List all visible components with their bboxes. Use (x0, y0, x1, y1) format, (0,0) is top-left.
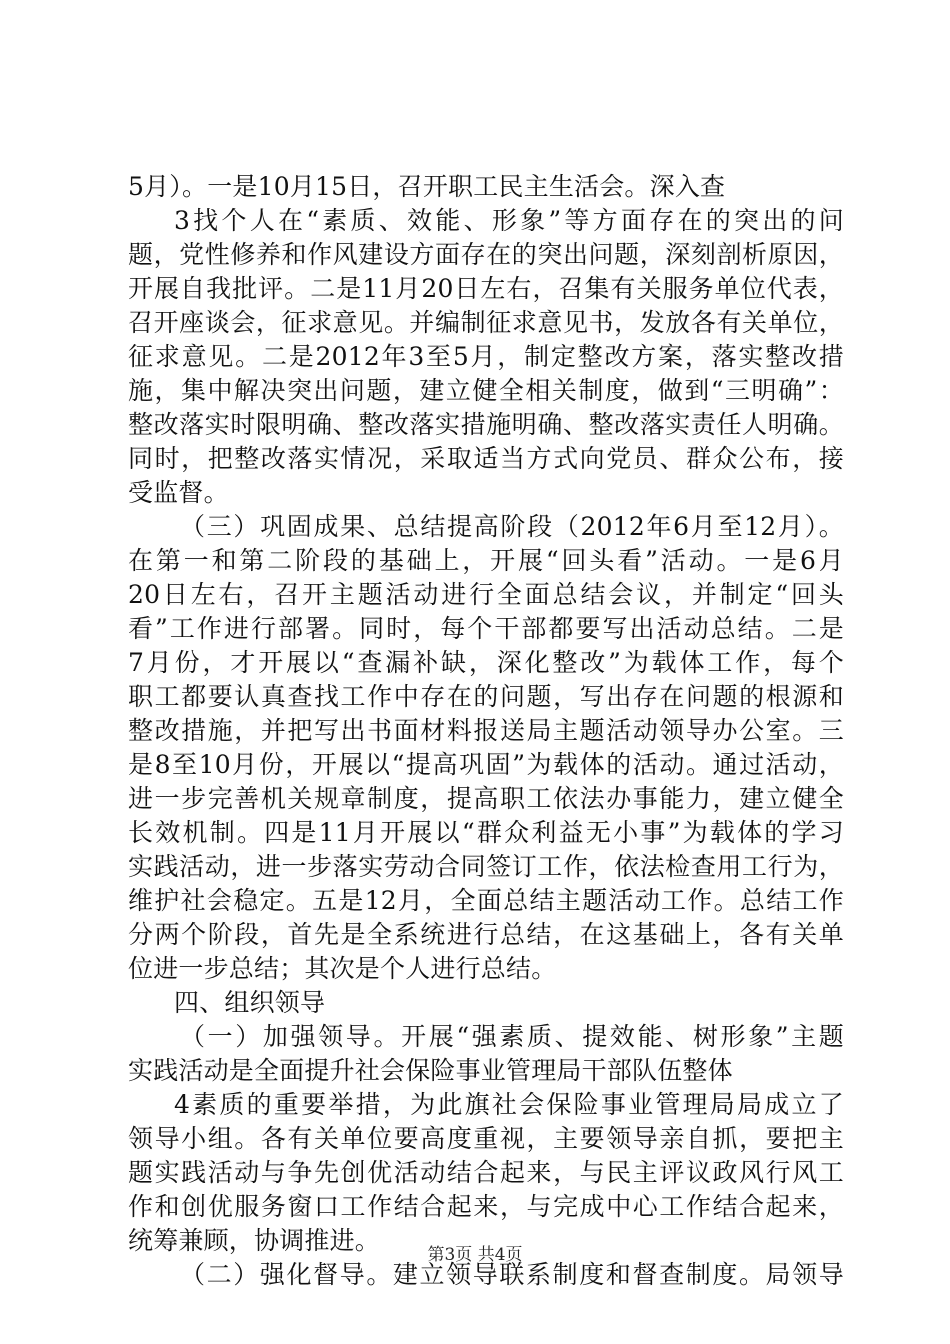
text-line: 实践活动是全面提升社会保险事业管理局干部队伍整体 (128, 1056, 733, 1085)
text-line: 长效机制。四是11月开展以“群众利益无小事”为载体的学习 (128, 818, 844, 847)
text-line: 实践活动，进一步落实劳动合同签订工作，依法检查用工行为， (128, 852, 844, 881)
text-line: 4素质的重要举措，为此旗社会保险事业管理局局成立了 (174, 1090, 844, 1119)
text-line: 进一步完善机关规章制度，提高职工依法办事能力，建立健全 (128, 784, 844, 813)
text-line: 受监督。 (128, 478, 229, 507)
text-line: 题，党性修养和作风建设方面存在的突出问题，深刻剖析原因， (128, 240, 844, 269)
page-footer: 第3页 共4页 (427, 1245, 523, 1265)
text-line: 在第一和第二阶段的基础上，开展“回头看”活动。一是6月 (128, 546, 844, 575)
text-line: 20日左右，召开主题活动进行全面总结会议，并制定“回头 (128, 580, 844, 609)
text-line: 施，集中解决突出问题，建立健全相关制度，做到“三明确”： (128, 376, 844, 405)
text-line: 作和创优服务窗口工作结合起来，与完成中心工作结合起来， (128, 1192, 844, 1221)
text-line: 7月份，才开展以“查漏补缺，深化整改”为载体工作，每个 (128, 648, 844, 677)
text-line: （二）强化督导。建立领导联系制度和督查制度。局领导 (180, 1260, 844, 1289)
text-line: 职工都要认真查找工作中存在的问题，写出存在问题的根源和 (128, 682, 844, 711)
document-body (128, 170, 844, 1292)
text-line: 开展自我批评。二是11月20日左右，召集有关服务单位代表， (128, 274, 844, 303)
text-line: 3找个人在“素质、效能、形象”等方面存在的突出的问 (174, 206, 844, 235)
text-line: 同时，把整改落实情况，采取适当方式向党员、群众公布，接 (128, 444, 844, 473)
text-line: 看”工作进行部署。同时，每个干部都要写出活动总结。二是 (128, 614, 844, 643)
text-line: 召开座谈会，征求意见。并编制征求意见书，发放各有关单位， (128, 308, 844, 337)
text-line: 分两个阶段，首先是全系统进行总结，在这基础上，各有关单 (128, 920, 844, 949)
text-line: 维护社会稳定。五是12月，全面总结主题活动工作。总结工作 (128, 886, 844, 915)
text-line: 整改措施，并把写出书面材料报送局主题活动领导办公室。三 (128, 716, 844, 745)
text-line: （一）加强领导。开展“强素质、提效能、树形象”主题 (180, 1022, 844, 1051)
text-line: 题实践活动与争先创优活动结合起来，与民主评议政风行风工 (128, 1158, 844, 1187)
text-line: 位进一步总结；其次是个人进行总结。 (128, 954, 557, 983)
text-line: 5月）。一是10月15日，召开职工民主生活会。深入查 (128, 172, 726, 201)
text-line: 整改落实时限明确、整改落实措施明确、整改落实责任人明确。 (128, 410, 844, 439)
text-line: 统筹兼顾，协调推进。 (128, 1226, 381, 1255)
text-line: 领导小组。各有关单位要高度重视，主要领导亲自抓，要把主 (128, 1124, 844, 1153)
text-line: （三）巩固成果、总结提高阶段（2012年6月至12月）。 (180, 512, 844, 541)
text-line: 是8至10月份，开展以“提高巩固”为载体的活动。通过活动， (128, 750, 844, 779)
text-line: 征求意见。二是2012年3至5月，制定整改方案，落实整改措 (128, 342, 844, 371)
text-line: 四、组织领导 (174, 988, 326, 1017)
